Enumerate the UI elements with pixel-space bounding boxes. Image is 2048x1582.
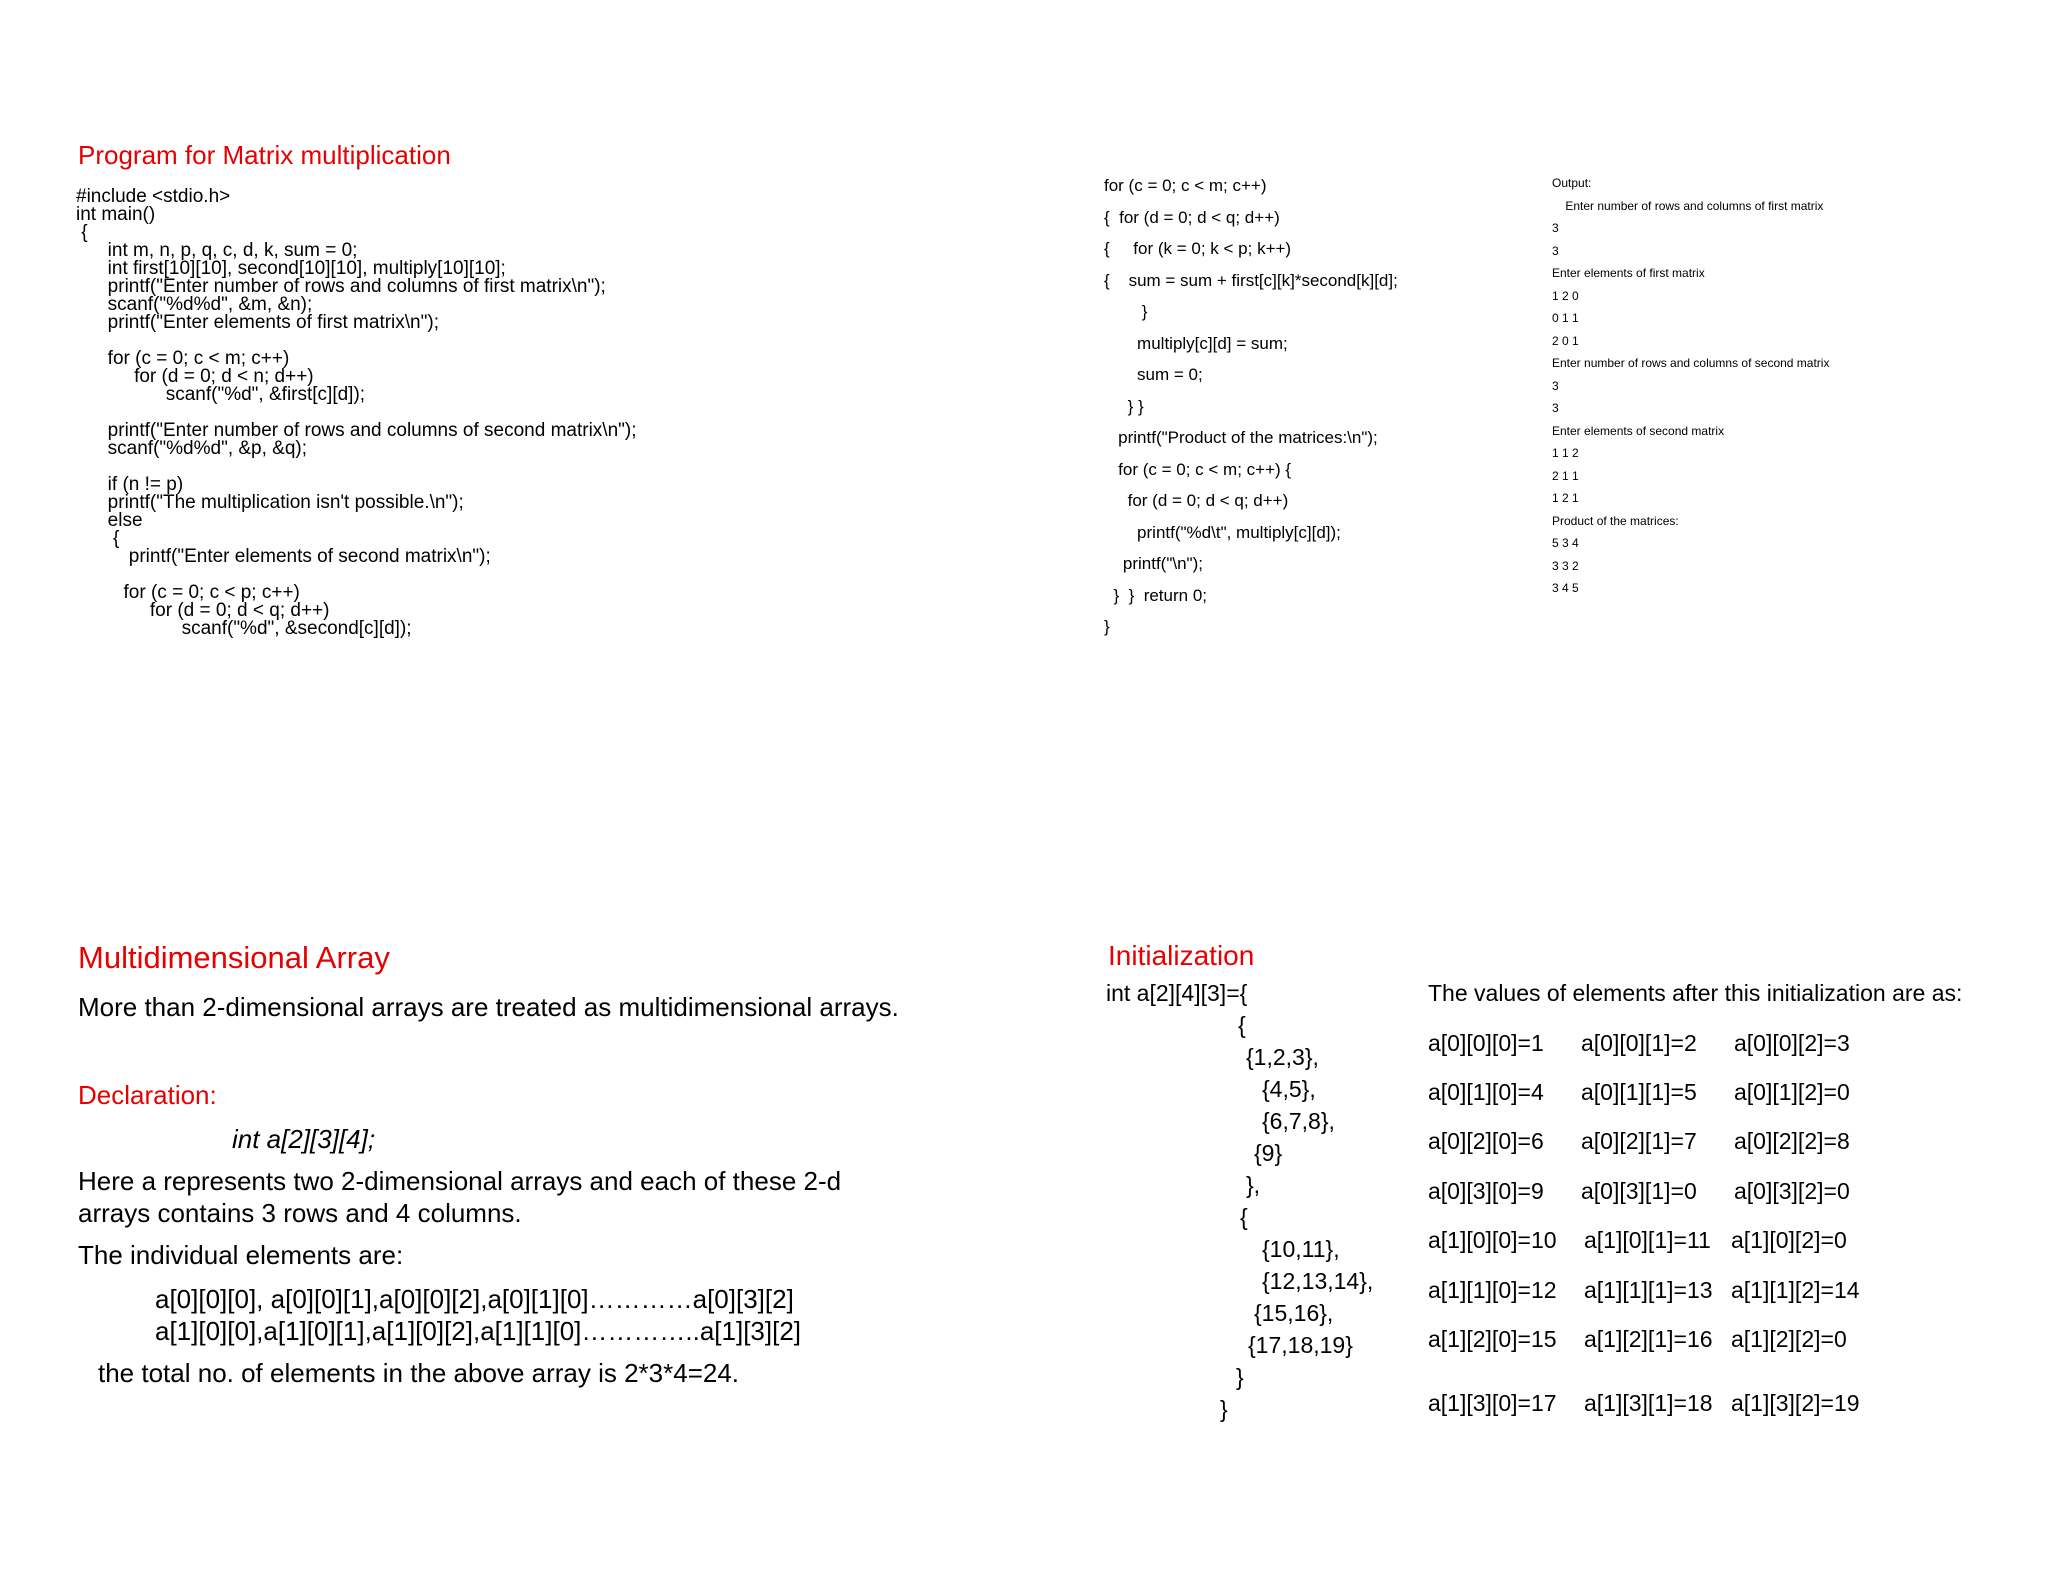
output-line: Enter elements of first matrix xyxy=(1552,266,1705,280)
elements-line-1: a[0][0][0], a[0][0][1],a[0][0][2],a[0][1][0]…………a[0][3][2] xyxy=(155,1284,794,1314)
output-line: 0 1 1 xyxy=(1552,311,1579,325)
output-line: 3 4 5 xyxy=(1552,581,1579,595)
output-line: 3 xyxy=(1552,401,1559,415)
output-line: Enter number of rows and columns of first matrix xyxy=(1552,198,1824,213)
program-title: Program for Matrix multiplication xyxy=(78,140,451,170)
code-line: printf("Enter elements of second matrix\n"); xyxy=(76,546,491,567)
code-line: for (d = 0; d < q; d++) xyxy=(1104,491,1289,510)
value-cell: a[1][2][2]=0 xyxy=(1731,1326,1847,1352)
value-cell: a[0][1][2]=0 xyxy=(1734,1079,1850,1105)
code-line: if (n != p) xyxy=(76,474,184,495)
value-cell: a[1][3][2]=19 xyxy=(1731,1390,1860,1416)
output-line: Output: xyxy=(1552,176,1592,190)
value-cell: a[1][1][2]=14 xyxy=(1731,1277,1860,1303)
init-code-line: int a[2][4][3]={ xyxy=(1106,980,1248,1006)
value-cell: a[0][0][1]=2 xyxy=(1581,1030,1697,1056)
output-line: 5 3 4 xyxy=(1552,536,1579,550)
init-code-line: } xyxy=(1220,1396,1228,1422)
code-line: { xyxy=(76,222,88,243)
init-code-line: {12,13,14}, xyxy=(1262,1268,1374,1294)
code-line: int main() xyxy=(76,204,156,225)
value-cell: a[1][0][0]=10 xyxy=(1428,1227,1557,1253)
code-line: scanf("%d%d", &m, &n); xyxy=(76,294,313,315)
code-line: int m, n, p, q, c, d, k, sum = 0; xyxy=(76,240,358,261)
code-line: int first[10][10], second[10][10], multiply[10][10]; xyxy=(76,258,506,279)
value-cell: a[1][0][2]=0 xyxy=(1731,1227,1847,1253)
init-code-line: {1,2,3}, xyxy=(1246,1044,1319,1070)
value-cell: a[1][3][0]=17 xyxy=(1428,1390,1557,1416)
code-line: else xyxy=(76,510,143,531)
elements-line-2: a[1][0][0],a[1][0][1],a[1][0][2],a[1][1][0]…………..a[1][3][2] xyxy=(155,1316,802,1346)
output-line: 3 3 2 xyxy=(1552,558,1579,573)
code-line: scanf("%d%d", &p, &q); xyxy=(76,438,308,459)
output-line: 1 1 2 xyxy=(1552,446,1579,460)
init-code-line: }, xyxy=(1246,1172,1261,1198)
value-cell: a[1][2][1]=16 xyxy=(1584,1326,1713,1352)
value-cell: a[1][1][1]=13 xyxy=(1584,1277,1713,1303)
code-line: { xyxy=(76,528,120,549)
init-code-line: {10,11}, xyxy=(1262,1236,1340,1262)
output-line: Enter elements of second matrix xyxy=(1552,423,1725,438)
output-line: 1 2 1 xyxy=(1552,491,1579,505)
output-line: 3 xyxy=(1552,243,1559,258)
output-line: Product of the matrices: xyxy=(1552,513,1679,528)
init-code-line: {9} xyxy=(1254,1140,1283,1166)
code-line: printf("Enter number of rows and columns of second matrix\n"); xyxy=(76,420,637,441)
code-line: } } return 0; xyxy=(1104,585,1208,605)
value-cell: a[0][1][0]=4 xyxy=(1428,1079,1544,1105)
code-line: for (c = 0; c < p; c++) xyxy=(76,582,300,603)
value-cell: a[1][3][1]=18 xyxy=(1584,1390,1713,1416)
code-line: } xyxy=(1104,617,1110,636)
value-cell: a[0][3][2]=0 xyxy=(1734,1178,1850,1204)
elements-heading: The individual elements are: xyxy=(78,1240,404,1270)
init-code-line: {15,16}, xyxy=(1254,1300,1334,1326)
init-code-line: {6,7,8}, xyxy=(1262,1108,1335,1134)
code-line: { for (k = 0; k < p; k++) xyxy=(1104,239,1292,258)
multidimensional-title: Multidimensional Array xyxy=(78,940,390,975)
code-line: for (c = 0; c < m; c++) { xyxy=(1104,459,1292,479)
output-line: 3 xyxy=(1552,378,1559,393)
value-cell: a[0][0][0]=1 xyxy=(1428,1030,1544,1056)
code-line: { for (d = 0; d < q; d++) xyxy=(1104,207,1280,227)
code-line: printf("The multiplication isn't possible.\n"); xyxy=(76,492,464,513)
init-code-line: {17,18,19} xyxy=(1248,1332,1353,1358)
code-line: for (c = 0; c < m; c++) xyxy=(76,348,290,369)
code-line: scanf("%d", &second[c][d]); xyxy=(76,618,412,639)
value-cell: a[0][2][2]=8 xyxy=(1734,1128,1850,1154)
value-cell: a[1][0][1]=11 xyxy=(1584,1227,1711,1253)
code-line: for (d = 0; d < q; d++) xyxy=(76,600,330,621)
value-cell: a[0][2][1]=7 xyxy=(1581,1128,1697,1154)
output-line: 3 xyxy=(1552,221,1559,235)
code-line: multiply[c][d] = sum; xyxy=(1104,333,1288,353)
output-line: 2 1 1 xyxy=(1552,468,1579,483)
init-code-line: { xyxy=(1240,1204,1248,1230)
value-cell: a[0][1][1]=5 xyxy=(1581,1079,1697,1105)
value-cell: a[0][3][1]=0 xyxy=(1581,1178,1697,1204)
init-code-line: } xyxy=(1236,1364,1244,1390)
code-line: printf("Product of the matrices:\n"); xyxy=(1104,428,1378,447)
init-code-line: { xyxy=(1238,1012,1246,1038)
declaration-code: int a[2][3][4]; xyxy=(232,1124,376,1154)
code-line: sum = 0; xyxy=(1104,365,1203,384)
total-elements-text: the total no. of elements in the above array is 2*3*4=24. xyxy=(98,1358,740,1388)
code-line: printf("%d\t", multiply[c][d]); xyxy=(1104,522,1341,542)
initialization-title: Initialization xyxy=(1108,940,1255,971)
intro-text: More than 2-dimensional arrays are treated as multidimensional arrays. xyxy=(78,992,899,1022)
output-line: Enter number of rows and columns of second matrix xyxy=(1552,356,1830,370)
code-line: } } xyxy=(1104,396,1144,416)
code-line: for (d = 0; d < n; d++) xyxy=(76,366,314,387)
code-line: { sum = sum + first[c][k]*second[k][d]; xyxy=(1104,270,1398,290)
description-line-1: Here a represents two 2-dimensional arrays and each of these 2-d xyxy=(78,1166,842,1196)
code-line: printf("Enter number of rows and columns of first matrix\n"); xyxy=(76,276,606,297)
code-line: printf("\n"); xyxy=(1104,554,1203,573)
init-code-line: {4,5}, xyxy=(1262,1076,1316,1102)
code-line: scanf("%d", &first[c][d]); xyxy=(76,384,366,405)
description-line-2: arrays contains 3 rows and 4 columns. xyxy=(78,1198,522,1228)
value-cell: a[1][1][0]=12 xyxy=(1428,1277,1557,1303)
value-cell: a[0][2][0]=6 xyxy=(1428,1128,1544,1154)
values-heading: The values of elements after this initialization are as: xyxy=(1428,980,1963,1006)
value-cell: a[0][0][2]=3 xyxy=(1734,1030,1850,1056)
code-line: } xyxy=(1104,302,1148,321)
code-line: #include <stdio.h> xyxy=(76,186,231,207)
output-line: 2 0 1 xyxy=(1552,333,1579,348)
code-line: for (c = 0; c < m; c++) xyxy=(1104,176,1267,195)
output-line: 1 2 0 xyxy=(1552,288,1579,303)
value-cell: a[0][3][0]=9 xyxy=(1428,1178,1544,1204)
declaration-heading: Declaration: xyxy=(78,1080,217,1110)
value-cell: a[1][2][0]=15 xyxy=(1428,1326,1557,1352)
code-line: printf("Enter elements of first matrix\n"); xyxy=(76,312,439,333)
